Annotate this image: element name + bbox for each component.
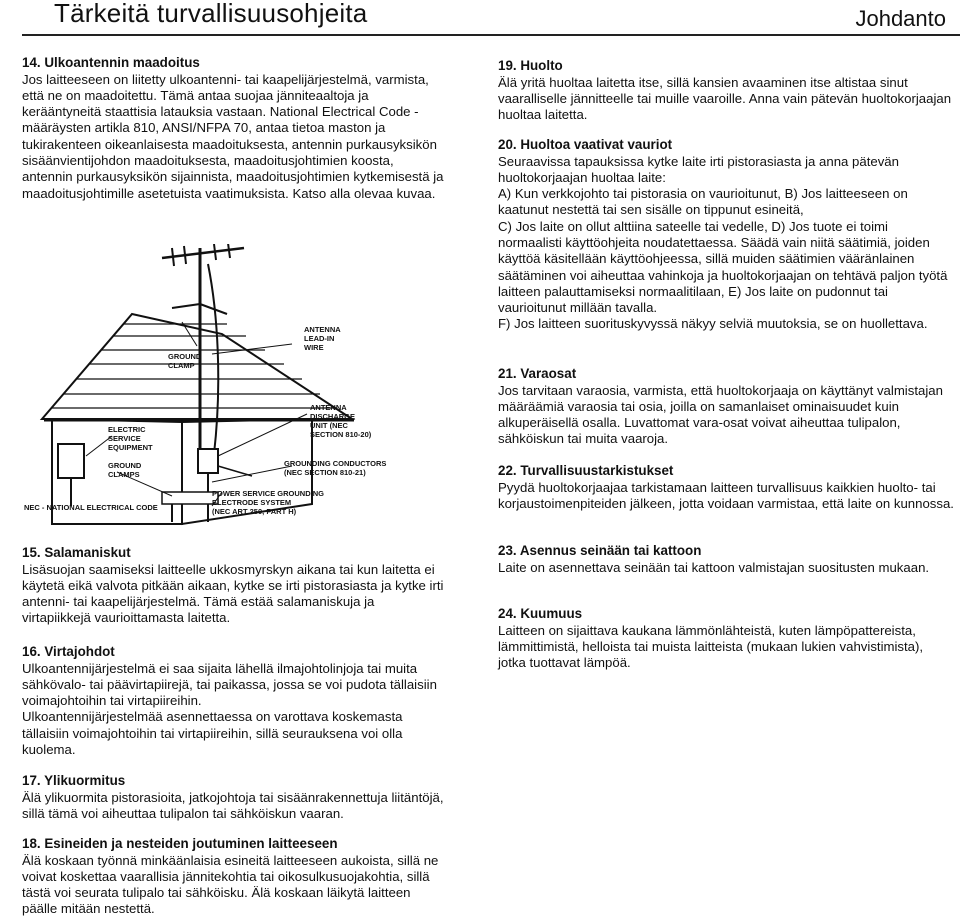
ground-clamp-label-2: CLAMP — [168, 361, 195, 370]
antenna-lead-in-label-2: LEAD-IN — [304, 334, 335, 343]
label-ground-clamps — [108, 461, 142, 479]
power-service-label-3: (NEC ART 250, PART H) — [212, 507, 297, 516]
section-20-item-f: F) Jos laitteen suorituskyvyssä näkyy selviä muutoksia, se on huollettava. — [498, 316, 928, 332]
section-15 — [22, 545, 444, 627]
section-21-heading: 21. Varaosat — [498, 366, 577, 381]
section-20-items-ab: A) Kun verkkojohto tai pistorasia on vaurioitunut, B) Jos laitteeseen on kaatunut nestettä tai sen sisälle on tippunut esineitä, — [498, 186, 908, 218]
section-20 — [498, 137, 954, 333]
section-24 — [498, 606, 954, 671]
service-equipment-label-1: ELECTRIC — [108, 425, 146, 434]
discharge-unit-label-4: SECTION 810-20) — [310, 430, 372, 439]
section-23-heading: 23. Asennus seinään tai kattoon — [498, 543, 702, 558]
section-20-intro: Seuraavissa tapauksissa kytke laite irti pistorasiasta ja anna pätevän huoltokorjaajan huoltaa laite: — [498, 153, 899, 185]
section-16-body-1: Ulkoantennijärjestelmä ei saa sijaita lähellä ilmajohtolinjoja tai muita sähkövalo- tai päävirtapiirejä, tai paikassa, jossa se voi pudota tällaisiin voimajohtoihin tai virtapiireihin. — [22, 660, 437, 709]
power-service-label-1: POWER SERVICE GROUNDING — [212, 489, 324, 498]
section-17 — [22, 773, 444, 822]
section-23-body: Laite on asennettava seinään tai kattoon valmistajan suositusten mukaan. — [498, 559, 930, 575]
ground-clamps-label-1: GROUND — [108, 461, 142, 470]
antenna-lead-in-label-3: WIRE — [304, 343, 324, 352]
section-17-body: Älä ylikuormita pistorasioita, jatkojohtoja tai sisäänrakennettuja liitäntöjä, sillä tämä voi aiheuttaa tulipalon tai sähköiskun vaaran. — [22, 789, 444, 821]
section-19-body: Älä yritä huoltaa laitetta itse, sillä kansien avaaminen itse altistaa sinut vaaralliselle jännitteelle tai muille vaaroille. Anna vain pätevän huoltokorjaajan huoltaa laitetta. — [498, 74, 952, 123]
discharge-unit-label-1: ANTENNA — [310, 403, 347, 412]
section-22-body: Pyydä huoltokorjaajaa tarkistamaan laitteen turvallisuus kaikkien huolto- tai korjaustoimenpiteiden jälkeen, jotta voidaan varmistaa, että laite on kunnossa. — [498, 479, 954, 511]
section-18-heading: 18. Esineiden ja nesteiden joutuminen laitteeseen — [22, 836, 338, 851]
section-16 — [22, 644, 444, 758]
section-15-body: Lisäsuojan saamiseksi laitteelle ukkosmyrskyn aikana tai kun laitetta ei käytetä eikä valvota pitkään aikaan, kytke se irti pistorasiasta ja kytke irti antenni- tai kaapelijärjestelmä. Tämä estää salamaniskuja ja virtapiikkejä vaurioittamasta laitetta. — [22, 561, 444, 626]
section-14 — [22, 55, 444, 202]
section-18 — [22, 836, 444, 918]
section-14-heading: 14. Ulkoantennin maadoitus — [22, 55, 200, 70]
grounding-conductors-label-1: GROUNDING CONDUCTORS — [284, 459, 387, 468]
header-rule — [22, 34, 960, 36]
antenna-grounding-diagram — [22, 244, 452, 526]
section-24-body: Laitteen on sijaittava kaukana lämmönlähteistä, kuten lämpöpattereista, lämmittimistä, helloista tai muista laitteista (mukaan lukien vahvistimista), jotka tuottavat lämpöä. — [498, 622, 924, 671]
power-service-label-2: ELECTRODE SYSTEM — [212, 498, 292, 507]
section-23 — [498, 543, 954, 576]
section-21 — [498, 366, 954, 448]
grounding-conductors-label-2: (NEC SECTION 810-21) — [284, 468, 366, 477]
section-17-heading: 17. Ylikuormitus — [22, 773, 126, 788]
ground-clamps-label-2: CLAMPS — [108, 470, 140, 479]
house-drawing — [42, 244, 354, 524]
label-antenna-discharge-unit — [310, 403, 372, 439]
antenna-lead-in-label-1: ANTENNA — [304, 325, 341, 334]
discharge-unit-label-2: DISCHARGE — [310, 412, 356, 421]
ground-clamp-label-1: GROUND — [168, 352, 202, 361]
section-16-body-2: Ulkoantennijärjestelmää asennettaessa on varottava koskemasta tällaisiin voimajohtoihin tai virtapiireihin, sillä seurauksena voi olla kuolema. — [22, 709, 403, 757]
section-19-heading: 19. Huolto — [498, 58, 563, 73]
section-20-heading: 20. Huoltoa vaativat vauriot — [498, 137, 673, 152]
section-22 — [498, 463, 954, 512]
label-grounding-conductors — [284, 459, 386, 477]
label-antenna-lead-in-wire — [304, 325, 341, 352]
service-equipment-label-3: EQUIPMENT — [108, 443, 153, 452]
nec-label: NEC - NATIONAL ELECTRICAL CODE — [24, 503, 158, 512]
section-16-heading: 16. Virtajohdot — [22, 644, 115, 659]
section-19 — [498, 58, 954, 123]
section-15-heading: 15. Salamaniskut — [22, 545, 131, 560]
discharge-unit-label-3: UNIT (NEC — [310, 421, 348, 430]
service-equipment-label-2: SERVICE — [108, 434, 141, 443]
page-title: Tärkeitä turvallisuusohjeita — [54, 0, 368, 28]
section-14-body: Jos laitteeseen on liitetty ulkoantenni- tai kaapelijärjestelmä, varmista, että ne on maadoitettu. Tämä antaa suojaa jänniteaaltoja ja kerääntyneitä staattisia latauksia vastaan. National Electrical Code -määräysten artikla 810, ANSI/NFPA 70, antaa tietoa maston ja tukirakenteen oikeanlaisesta maadoituksesta, antennin purkausyksikön sisäänvientijohdon maadoituksesta, maadoitusjohtimien koosta, antennin purkausyksikön sijainnista, maadoitusjohtimien kytkemisestä ja maadoitusjohtimille asetetuista vaatimuksista. Katso alla olevaa kuvaa. — [22, 71, 444, 201]
section-22-heading: 22. Turvallisuustarkistukset — [498, 463, 674, 478]
section-21-body: Jos tarvitaan varaosia, varmista, että huoltokorjaaja on käyttänyt valmistajan määräämiä varaosia tai osia, joilla on samanlaiset ominaisuudet kuin alkuperäisellä osalla. Luvattomat vara-osat voivat aiheuttaa tulipalon, sähköiskun tai muita vaaroja. — [498, 382, 943, 447]
section-label: Johdanto — [855, 6, 946, 31]
section-24-heading: 24. Kuumuus — [498, 606, 583, 621]
section-18-body: Älä koskaan työnnä minkäänlaisia esineitä laitteeseen aukoista, sillä ne voivat koskettaa vaarallisia jännitekohtia tai oikosulkusuojakohtia, sillä tästä voi seurata tulipalo tai sähköisku. Älä koskaan läikytä laitteen päälle mitään nestettä. — [22, 852, 439, 917]
section-20-items-ce: C) Jos laite on ollut alttiina sateelle tai vedelle, D) Jos tuote ei toimi normaalisti käyttöohjeita noudatettaessa. Säädä vain niitä säätimiä, joiden käyttöä käsitellään käyttöohjeessa, sillä muiden säätimien vääränlainen säätäminen voi aiheuttaa vahinkoja ja huoltokorjaajan on tehtävä paljon työtä laitteen palauttamiseksi normaalitilaan, E) Jos laite on pudonnut tai vaurioitunut millään tavalla. — [498, 218, 948, 316]
